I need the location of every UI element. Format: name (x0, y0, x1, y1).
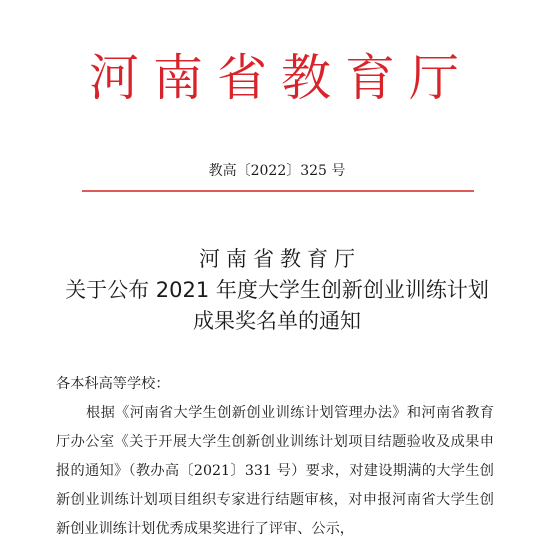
body-paragraph: 根据《河南省大学生创新创业训练计划管理办法》和河南省教育厅办公室《关于开展大学生创新创业训练计划项目结题验收及成果申报的通知》（教办高〔2021〕331 号）要求，对建设期满的大学生创新创业训练计划项目组织专家进行结题审核，对申报河南省大学生创新创业训练计划优秀成果奖进行了评审、公示， (56, 405, 494, 537)
document-body (56, 370, 494, 544)
title-issuer: 河南省教育厅 (199, 247, 361, 271)
title-line-2: 关于公布 2021 年度大学生创新创业训练计划 (65, 278, 489, 302)
document-title (0, 244, 554, 337)
salutation: 各本科高等学校： (56, 376, 170, 392)
red-divider-line (82, 190, 474, 192)
masthead-title: 河南省教育厅 (89, 49, 473, 107)
document-number: 教高〔2022〕325 号 (208, 163, 346, 179)
title-line-3: 成果奖名单的通知 (193, 309, 361, 333)
